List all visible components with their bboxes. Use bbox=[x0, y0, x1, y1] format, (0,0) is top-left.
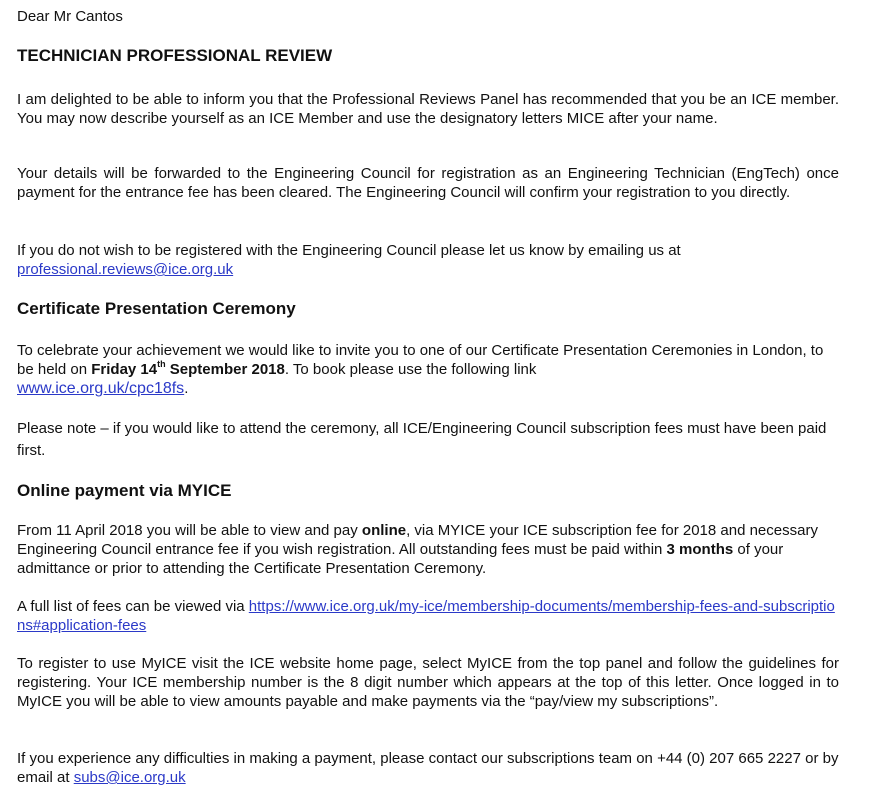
paragraph-fees-list: A full list of fees can be viewed via https://www.ice.org.uk/my-ice/membership-documents/membership-fees-and-subscriptions#application-fees bbox=[17, 598, 835, 634]
paragraph-recommendation: I am delighted to be able to inform you that the Professional Reviews Panel has recommended that you be an ICE member. You may now describe yourself as an ICE Member and use the designatory letters MICE after your name. bbox=[17, 91, 839, 127]
online-emphasis: online bbox=[361, 522, 407, 539]
heading-ceremony: Certificate Presentation Ceremony bbox=[17, 299, 296, 318]
paragraph-register-myice: To register to use MyICE visit the ICE website home page, select MyICE from the top panel and follow the guidelines for registering. Your ICE membership number is the 8 digit number which appears at the top of this letter. Once logged in to MyICE you will be able to view amounts payable and make payments via the “pay/view my subscriptions”. bbox=[17, 655, 839, 710]
ceremony-booking-link[interactable]: www.ice.org.uk/cpc18fs bbox=[17, 380, 185, 397]
paragraph-contact: If you experience any difficulties in making a payment, please contact our subscriptions team on +44 (0) 207 665 2227 or by email at subs@ice.org.uk bbox=[17, 750, 839, 786]
date-ordinal: th bbox=[157, 359, 166, 369]
subs-email-link[interactable]: subs@ice.org.uk bbox=[73, 769, 186, 786]
heading-online-payment: Online payment via MYICE bbox=[17, 481, 232, 500]
three-months-emphasis: 3 months bbox=[666, 541, 734, 558]
paragraph-opt-out bbox=[17, 241, 839, 279]
ceremony-date: Friday 14th September 2018 bbox=[91, 359, 285, 378]
paragraph-fees-note: Please note – if you would like to attend the ceremony, all ICE/Engineering Council subscription fees must have been paid first. bbox=[17, 420, 827, 459]
opt-out-text: If you do not wish to be registered with the Engineering Council please let us know by emailing us at bbox=[17, 242, 681, 259]
professional-reviews-email-link[interactable]: professional.reviews@ice.org.uk bbox=[17, 261, 234, 278]
fees-list-link[interactable]: https://www.ice.org.uk/my-ice/membership-documents/membership-fees-and-subscriptions#application-fees bbox=[17, 598, 835, 634]
ceremony-text: To celebrate your achievement we would like to invite you to one of our Certificate Presentation Ceremonies in London, to be held on bbox=[17, 342, 824, 378]
heading-technician-review: TECHNICIAN PROFESSIONAL REVIEW bbox=[17, 46, 333, 65]
paragraph-registration: Your details will be forwarded to the Engineering Council for registration as an Engineering Technician (EngTech) once payment for the entrance fee has been cleared. The Engineering Council will confirm your registration to you directly. bbox=[17, 165, 839, 201]
paragraph-ceremony-invite: To celebrate your achievement we would like to invite you to one of our Certificate Presentation Ceremonies in London, to be held on Friday 14th September 2018. To book please use the following link www.ice.org.uk/cpc18fs. bbox=[17, 342, 824, 397]
paragraph-online-payment: From 11 April 2018 you will be able to view and pay online, via MYICE your ICE subscription fee for 2018 and necessary Engineering Council entrance fee if you wish registration. All outstanding fees must be paid within 3 months of your admittance or prior to attending the Certificate Presentation Ceremony. bbox=[17, 522, 818, 577]
salutation: Dear Mr Cantos bbox=[17, 8, 123, 25]
ceremony-text-end: . To book please use the following link bbox=[284, 361, 537, 378]
